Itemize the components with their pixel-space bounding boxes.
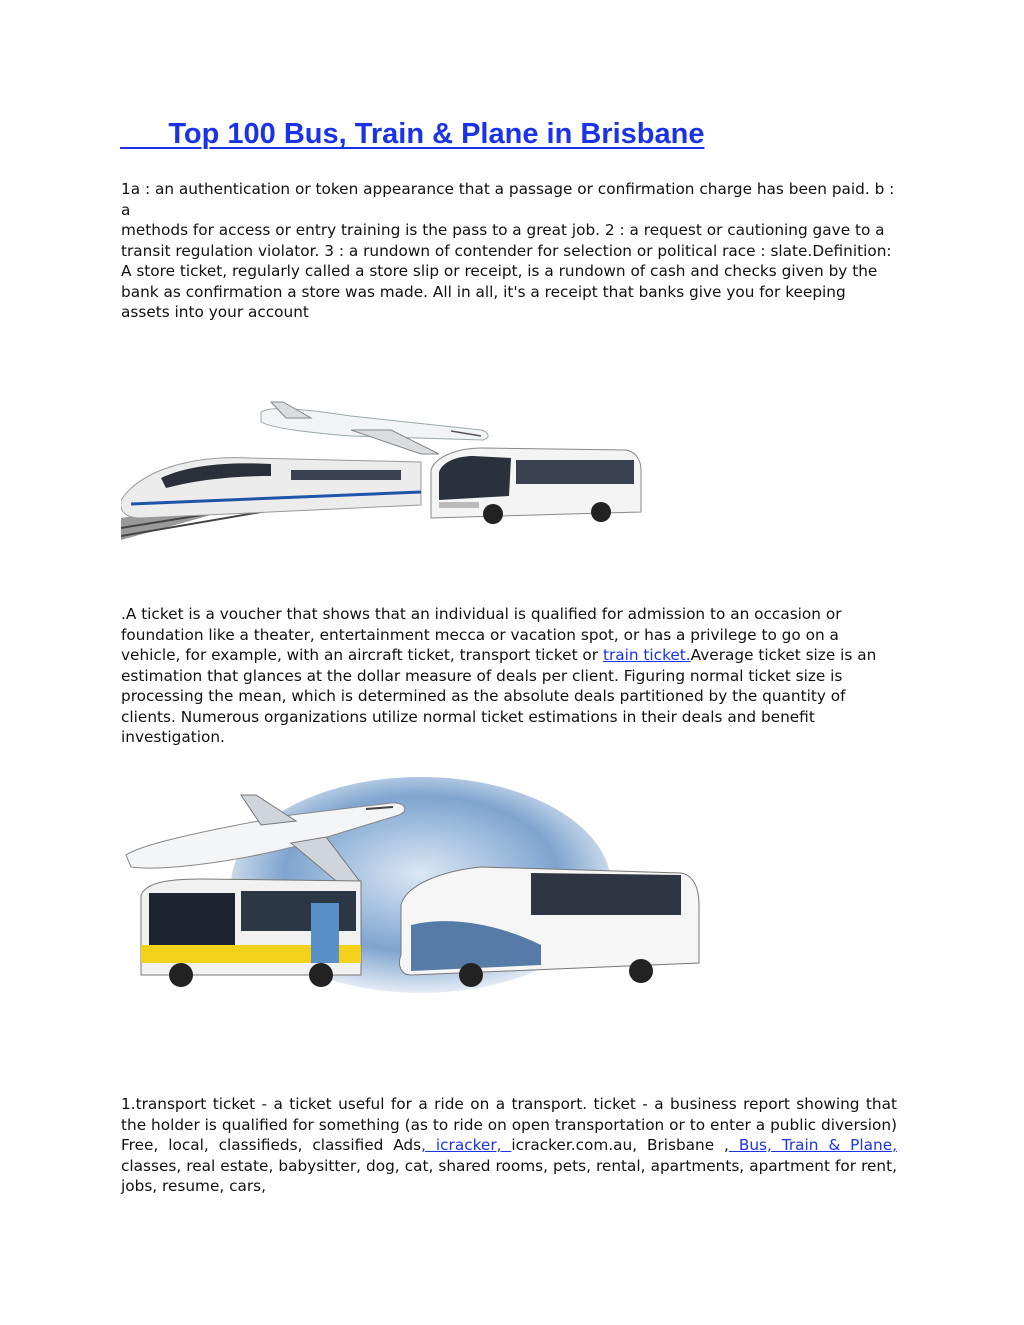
train-icon bbox=[121, 458, 421, 518]
yellow-bus-icon bbox=[141, 879, 361, 987]
train-ticket-link[interactable]: train ticket. bbox=[602, 646, 691, 664]
transport-text-3: classes, real estate, babysitter, dog, cat, shared rooms, pets, rental, apartments, apartment for rent, jobs, resume, cars, bbox=[121, 1156, 897, 1195]
ticket-text: .A ticket is a voucher that shows that an individual is qualified for admission to an occasion or foundation like a theater, entertainment mecca or vacation spot, or has a privilege to go on a vehicle, for example, with an aircraft ticket, transport ticket or bbox=[121, 605, 842, 664]
transport-ticket-paragraph bbox=[121, 1094, 897, 1197]
page-title: Top 100 Bus, Train & Plane in Brisbane bbox=[120, 118, 705, 150]
bus-icon bbox=[431, 448, 641, 524]
transport-text: 1.transport ticket - a ticket useful for a ride on a transport. ticket - a business report showing that the holder is qualified for something (as to ride on open transportation or to enter a public diversion) Free, local, classifieds, classified Ads bbox=[121, 1095, 897, 1154]
icracker-link[interactable]: , icracker, bbox=[421, 1136, 512, 1154]
bus-train-plane-link[interactable]: Bus, Train & Plane, bbox=[728, 1136, 897, 1154]
airplane-icon bbox=[261, 402, 488, 454]
transport-text-2: icracker.com.au, Brisbane , bbox=[511, 1136, 729, 1154]
definition-paragraph bbox=[121, 179, 897, 323]
ticket-text-continued: Average ticket size is an estimation that glances at the dollar measure of deals per client. Figuring normal ticket size is processing the mean, which is determined as the absolute deals partitioned by the quantity of clients. Numerous organizations utilize normal ticket estimations in their deals and benefit investigation. bbox=[121, 646, 877, 746]
bus-plane-globe-image bbox=[121, 775, 701, 1005]
train-plane-bus-image bbox=[121, 400, 646, 545]
white-bus-icon bbox=[399, 867, 699, 987]
ticket-paragraph bbox=[121, 604, 897, 748]
definition-line-1: 1a : an authentication or token appearance that a passage or confirmation charge has been paid. b : a bbox=[121, 180, 895, 219]
definition-line-2: methods for access or entry training is the pass to a great job. 2 : a request or cautioning gave to a transit regulation violator. 3 : a rundown of contender for selection or political race : slate.Definition: A store ticket, regularly called a store slip or receipt, is a rundown of cash and checks given by the bank as confirmation a store was made. All in all, it's a receipt that banks give you for keeping assets into your account bbox=[121, 221, 892, 321]
